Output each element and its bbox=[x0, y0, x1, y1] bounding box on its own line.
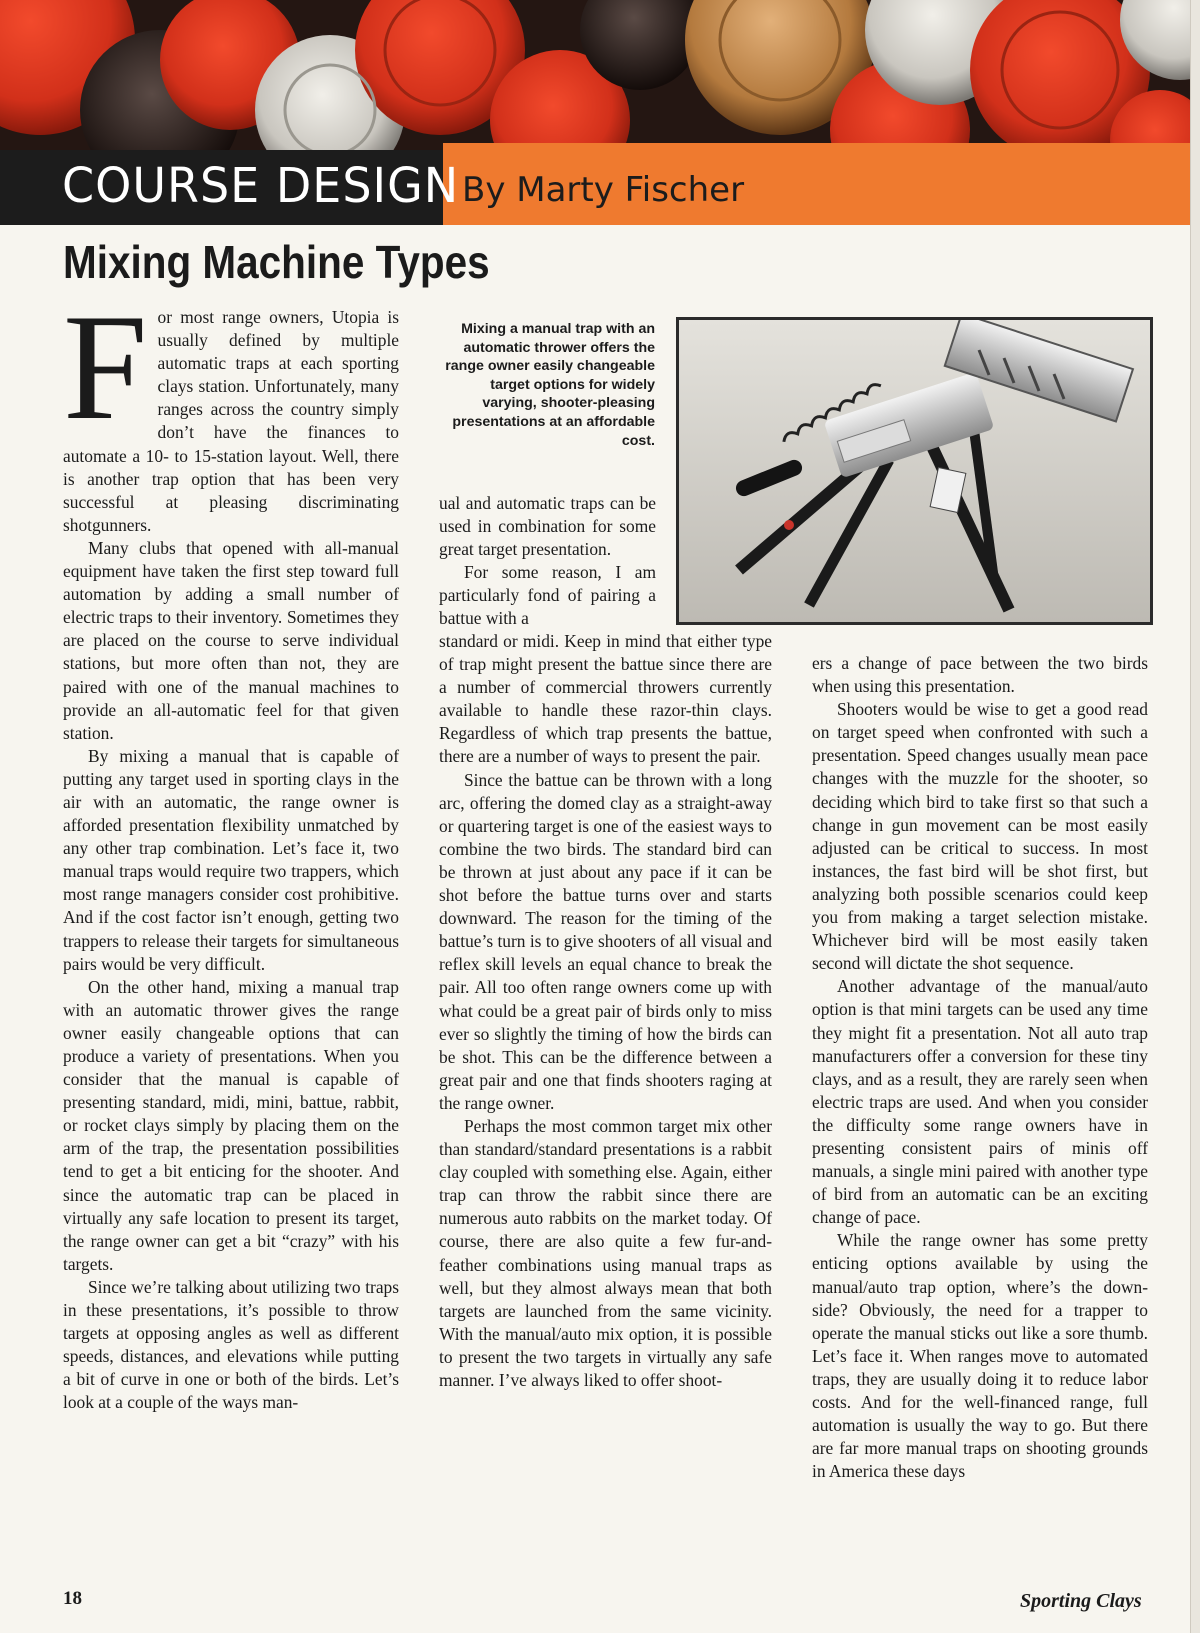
magazine-name: Sporting Clays bbox=[1020, 1590, 1142, 1612]
article-column-1 bbox=[63, 283, 399, 1415]
page-number: 18 bbox=[63, 1588, 82, 1609]
paragraph: Since we’re talking about utilizing two traps in these presentations, it’s possible to throw targets at opposing angles as well as different speeds, distances, and elevations while putting a bit of curve in one or both of the birds. Let’s look at a couple of the ways man- bbox=[63, 1276, 399, 1413]
paragraph: ual and automatic traps can be used in combination for some great target presentation. bbox=[439, 493, 656, 560]
article-column-2 bbox=[439, 630, 772, 1392]
article-column-2-top bbox=[439, 492, 772, 631]
paragraph: Shooters would be wise to get a good read on target speed when confronted with such a presentation. Speed changes usually mean pace changes with the muzzle for the shooter, so deciding which bird to take first so that such a change in gun movement can be most easily adjusted can be critical to success. In most instances, the fast bird will be shot first, but analyzing both possible scenarios could keep you from making a target selection mistake. Whichever bird will be most easily taken second will dictate the shot sequence. bbox=[812, 699, 1148, 974]
paragraph: Perhaps the most common target mix other than standard/standard presentations is a rabbit clay coupled with something else. Again, either trap can throw the rabbit since there are numerous auto rabbits on the market today. Of course, there are also quite a few fur-and-feather combinations using manual traps as well, but they almost always mean that both targets are launched from the same vicinity. With the manual/auto mix option, it is possible to present the two targets in virtually any safe manner. I’ve always liked to offer shoot- bbox=[439, 1115, 772, 1390]
paragraph: For some reason, I am particularly fond of pairing a battue with a bbox=[439, 562, 656, 629]
author-byline: By Marty Fischer bbox=[462, 170, 745, 210]
paragraph: By mixing a manual that is capable of putting any target used in sporting clays in the air with an automatic, the range owner is afforded presentation flexibility unmatched by any other trap combination. Let’s face it, two manual traps would require two trappers, which most range managers consider cost prohibitive. And if the cost factor isn’t enough, getting two trappers to release their targets for simultaneous pairs would be very difficult. bbox=[63, 745, 399, 974]
photo-caption: Mixing a manual trap with an automatic thrower offers the range owner easily changeable target options for widely varying, shooter-pleasing presentations at an affordable cost. bbox=[445, 321, 655, 449]
paragraph: Since the battue can be thrown with a long arc, offering the domed clay as a straight-away or quartering target is one of the easiest ways to combine the two birds. The standard bird can be thrown at just about any pace if it can be shot before the battue turns over and starts downward. The reason for the timing of the battue’s turn is to give shooters of all visual and reflex skill levels an equal chance to break the pair. All too often range owners come up with what could be a great pair of birds only to miss ever so slightly the timing of how the birds can be shot. This can be the difference between a great pair and one that finds shooters raging at the range owner. bbox=[439, 769, 772, 1113]
paragraph: Another advantage of the manual/auto option is that mini targets can be used any time they might fit a presentation. Not all auto trap manufacturers offer a conversion for these tiny clays, and as a result, they are rarely seen when electric traps are used. And when you consider the difficulty some range owners have in presenting consistent pairs of minis off manuals, a single mini paired with another type of bird from an automatic can be an exciting change of pace. bbox=[812, 976, 1148, 1228]
drop-cap: F bbox=[63, 283, 148, 451]
paragraph: On the other hand, mixing a manual trap with an automatic thrower gives the range owner easily changeable options that can produce a variety of presentations. When you consider that the manual is capable of presenting standard, midi, mini, battue, rabbit, or rocket clays simply by placing them on the arm of the trap, the presentation possibilities tend to get a bit enticing for the shooter. And since the automatic trap can be placed in virtually any safe location to present its target, the range owner can get a bit “crazy” with his targets. bbox=[63, 976, 399, 1274]
paragraph: or most range owners, Utopia is usually defined by multiple automatic traps at each sporting clays station. Unfortunately, many ranges across the country simply don’t have the finances to automate a 10- to 15-station layout. Well, there is another trap option that has been very successful at pleasing discriminating shotgunners. bbox=[63, 307, 399, 535]
article-column-3 bbox=[812, 652, 1148, 1483]
clay-targets-illustration bbox=[0, 0, 1190, 150]
paragraph: Many clubs that opened with all-manual equipment have taken the first step toward full automation by adding a small number of electric traps to their inventory. Sometimes they are placed on the course to serve individual stations, but more often than not, they are paired with one of the manual machines to provide an all-automatic feel for that given station. bbox=[63, 537, 399, 743]
paragraph: standard or midi. Keep in mind that either type of trap might present the battue since there are a number of commercial throwers currently available to handle these razor-thin clays. Regardless of which trap presents the battue, there are a number of ways to present the pair. bbox=[439, 631, 772, 767]
article-title: Mixing Machine Types bbox=[63, 236, 490, 288]
page-edge bbox=[1190, 0, 1200, 1633]
paragraph: ers a change of pace between the two birds when using this presentation. bbox=[812, 653, 1148, 697]
paragraph: While the range owner has some pretty enticing options available by using the manual/auto trap option, where’s the down-side? Obviously, the need for a trapper to operate the manual sticks out like a sore thumb. Let’s face it. When ranges move to automated traps, they are usually doing it to reduce labor costs. And for the well-financed range, full automation is usually the way to go. But there are far more manual traps on shooting grounds in America these days bbox=[812, 1230, 1148, 1482]
department-label: COURSE DESIGN bbox=[62, 156, 460, 214]
clay-targets-banner-image bbox=[0, 0, 1190, 150]
